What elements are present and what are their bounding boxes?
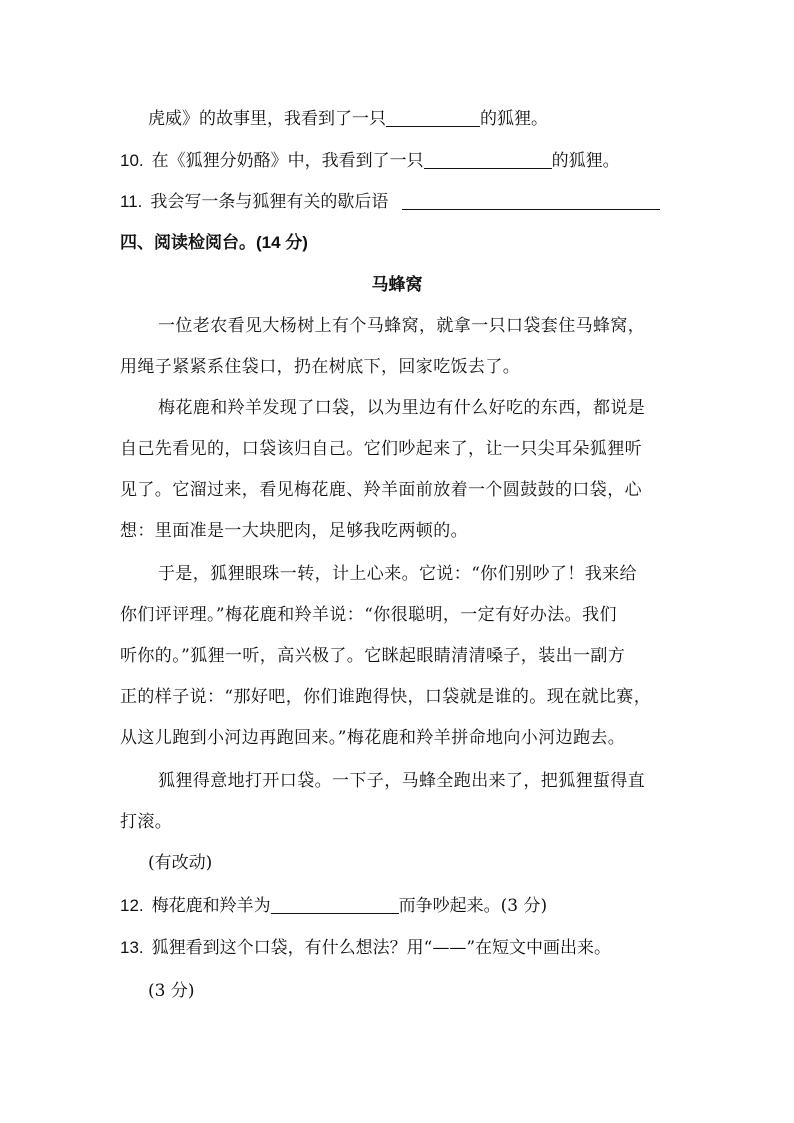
- passage-line: 于是，狐狸眼珠一转，计上心来。它说：“你们别吵了！我来给: [158, 564, 637, 584]
- passage-line: 听你的。”狐狸一听，高兴极了。它眯起眼睛清清嗓子，装出一副方: [120, 646, 626, 666]
- question-11-line: [120, 191, 660, 213]
- passage-line: 你们评评理。”梅花鹿和羚羊说：“你很聪明，一定有好办法。我们: [120, 605, 617, 625]
- question-10-line: [120, 150, 620, 172]
- section-4-heading: 四、阅读检阅台。(14 分): [120, 233, 308, 252]
- passage-title: 马蜂窝: [371, 275, 423, 294]
- question-10-prefix: 在《狐狸分奶酪》中，我看到了一只: [151, 151, 424, 171]
- adaptation-note: (有改动): [148, 853, 213, 873]
- passage-line: 打滚。: [120, 812, 173, 832]
- question-13-number: 13.: [120, 938, 144, 957]
- question-10-blank[interactable]: [424, 152, 552, 169]
- passage-line: 正的样子说：“那好吧，你们谁跑得快，口袋就是谁的。现在就比赛，: [120, 687, 652, 707]
- question-12-blank[interactable]: [271, 897, 399, 914]
- question-12-suffix: 而争吵起来。(3 分): [398, 896, 548, 916]
- question-10-suffix: 的狐狸。: [551, 151, 620, 171]
- question-13-score: (3 分): [148, 981, 195, 1001]
- question-12-line: [120, 895, 547, 917]
- passage-line: 自己先看见的，口袋该归自己。它们吵起来了，让一只尖耳朵狐狸听: [120, 439, 642, 459]
- question-12-prefix: 梅花鹿和羚羊为: [151, 896, 271, 916]
- question-13-line: [120, 937, 611, 959]
- passage-line: 一位老农看见大杨树上有个马蜂窝，就拿一只口袋套住马蜂窝，: [158, 316, 646, 336]
- question-12-number: 12.: [120, 896, 144, 915]
- question-11-blank[interactable]: [402, 193, 660, 210]
- question-11-number: 11.: [120, 192, 143, 211]
- question-10-number: 10.: [120, 151, 144, 170]
- passage-line: 狐狸得意地打开口袋。一下子，马蜂全跑出来了，把狐狸蜇得直: [158, 771, 646, 791]
- question-11-text: 我会写一条与狐狸有关的歇后语: [150, 192, 389, 212]
- passage-line: 从这儿跑到小河边再跑回来。”梅花鹿和羚羊拼命地向小河边跑去。: [120, 728, 626, 748]
- question-13-text: 狐狸看到这个口袋，有什么想法？用“——”在短文中画出来。: [151, 938, 612, 958]
- question-9-prefix: 虎威》的故事里，我看到了一只: [148, 109, 386, 129]
- question-9-blank[interactable]: [386, 110, 480, 127]
- question-9-line: [148, 108, 548, 130]
- question-9-suffix: 的狐狸。: [480, 109, 548, 129]
- passage-line: 用绳子紧紧系住袋口，扔在树底下，回家吃饭去了。: [120, 357, 521, 377]
- passage-line: 梅花鹿和羚羊发现了口袋，以为里边有什么好吃的东西，都说是: [158, 398, 646, 418]
- passage-line: 见了。它溜过来，看见梅花鹿、羚羊面前放着一个圆鼓鼓的口袋，心: [120, 480, 642, 500]
- passage-line: 想：里面准是一大块肥肉，足够我吃两顿的。: [120, 521, 468, 541]
